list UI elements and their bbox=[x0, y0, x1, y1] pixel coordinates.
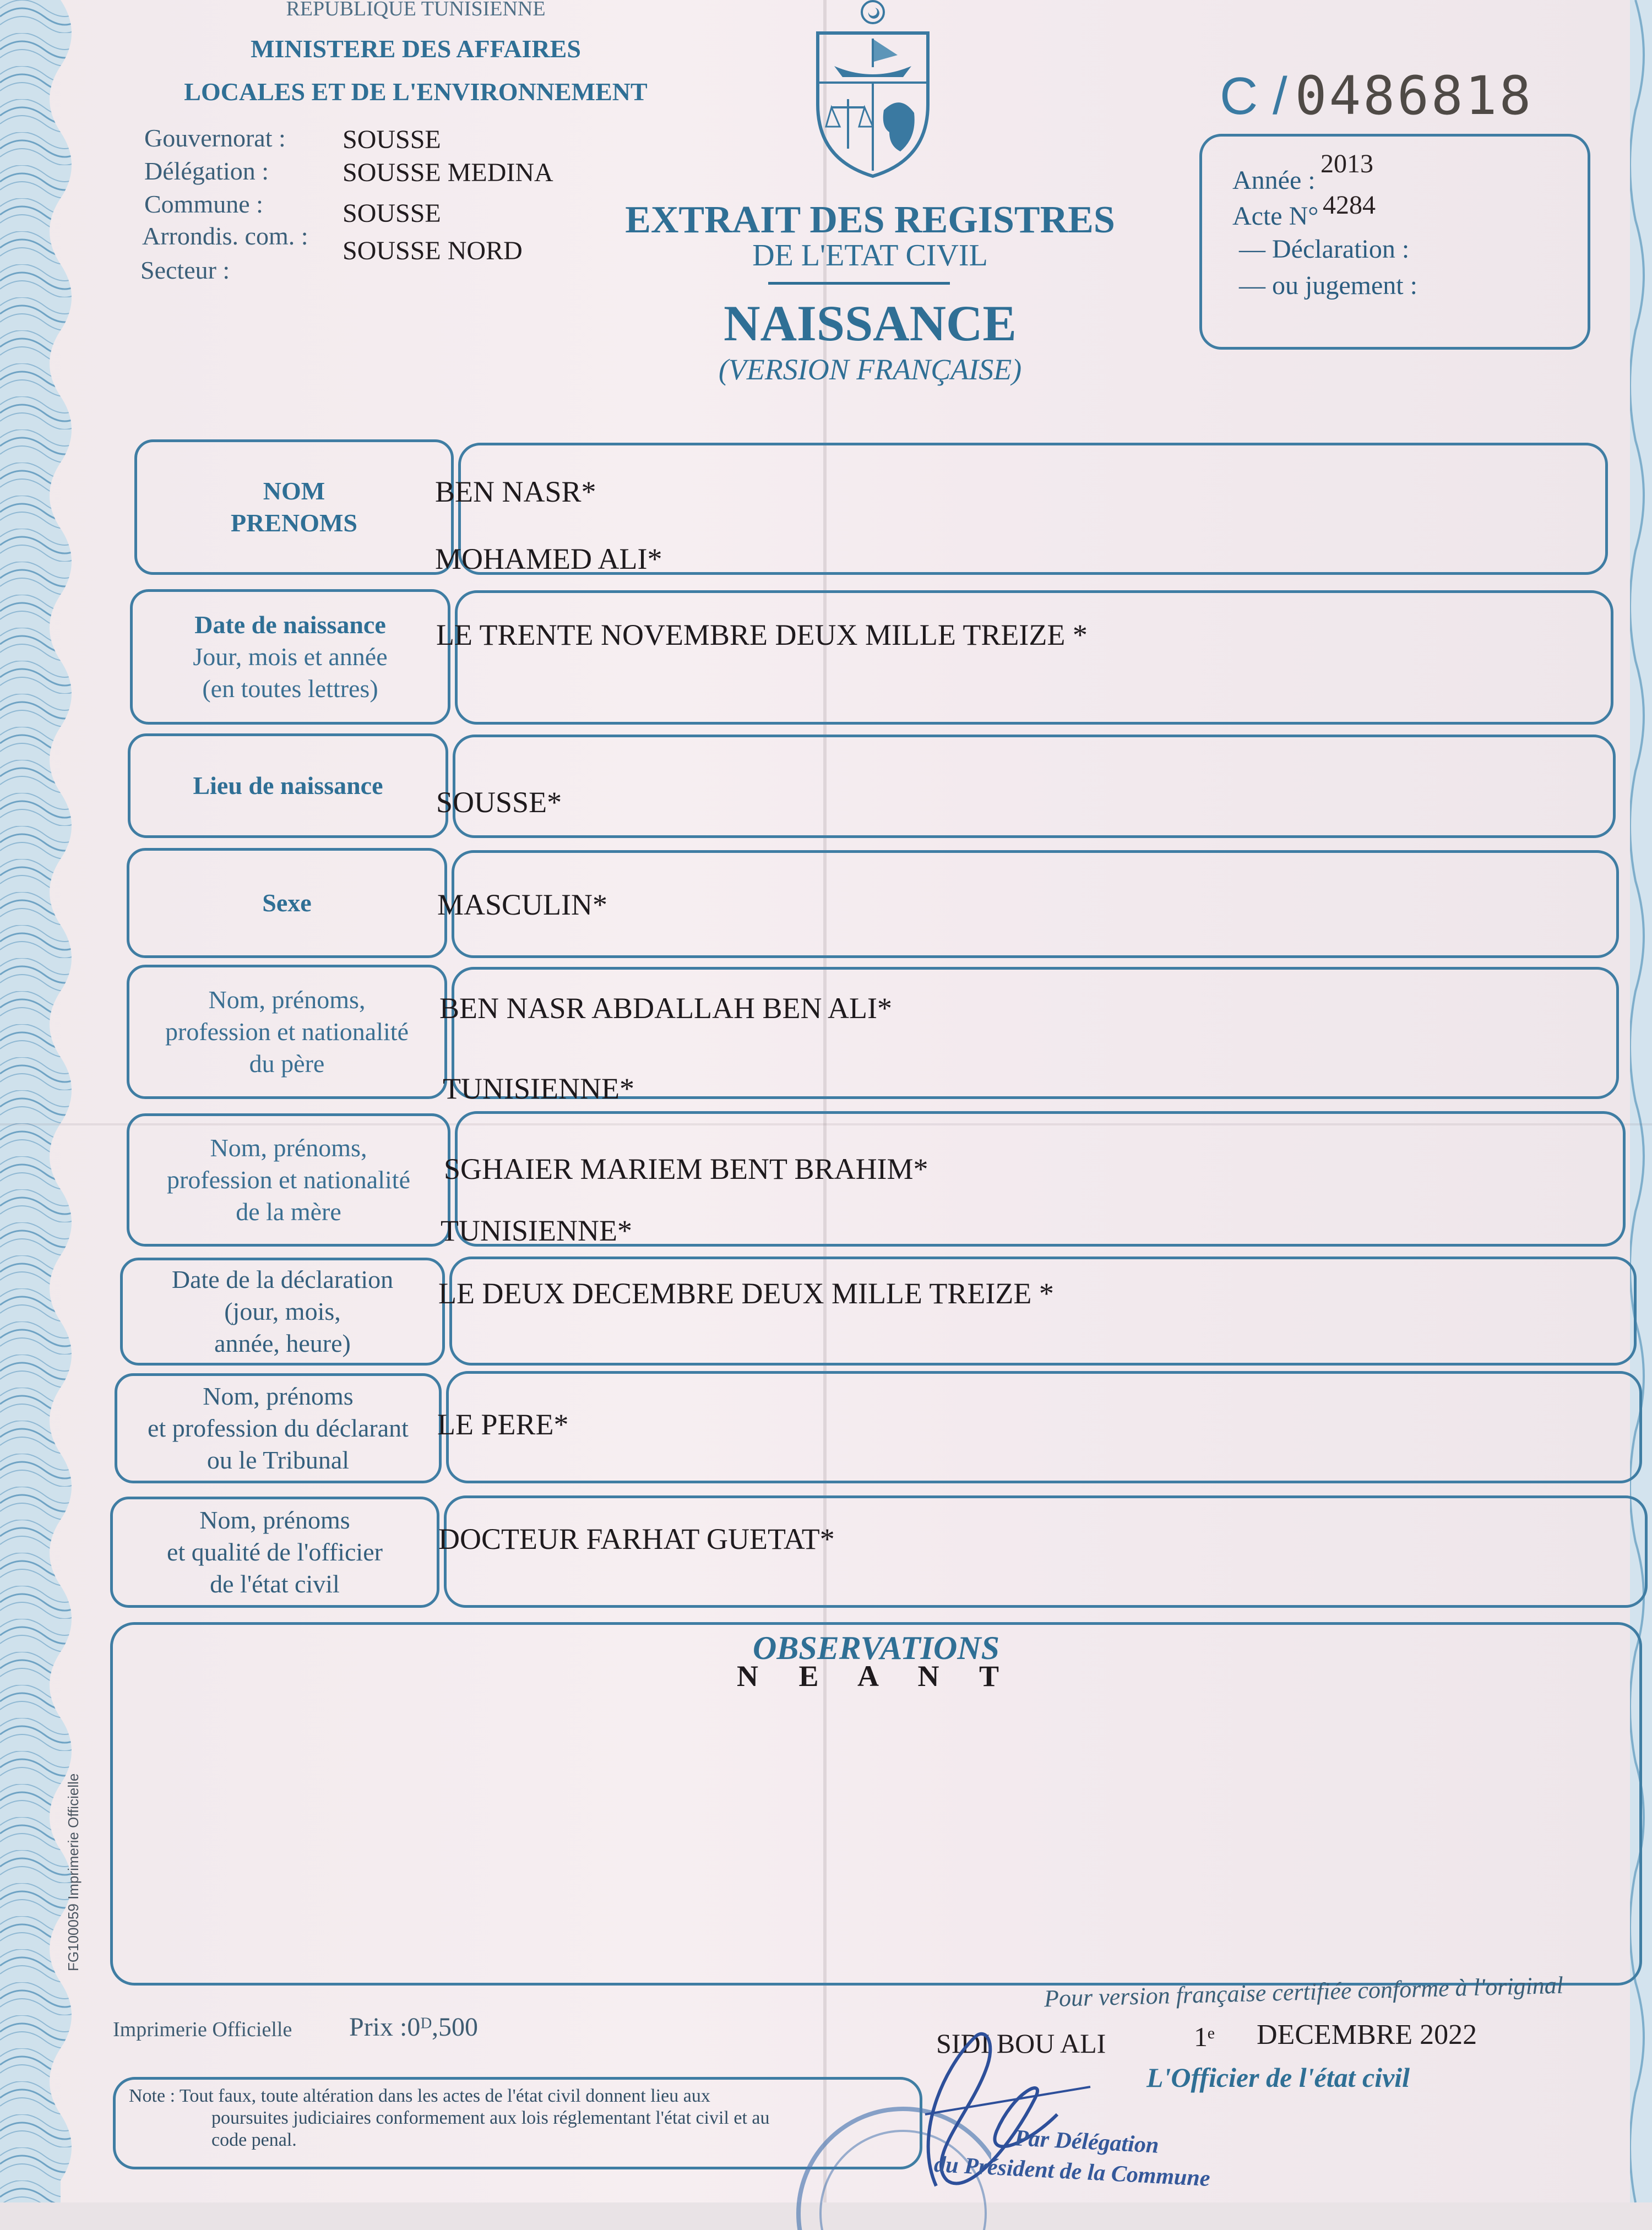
ministry-heading-line2: LOCALES ET DE L'ENVIRONNEMENT bbox=[184, 78, 648, 106]
delegation-label: Délégation : bbox=[144, 157, 269, 185]
date-naissance-value-box bbox=[455, 590, 1613, 725]
note-line-1: Note : Tout faux, toute altération dans les actes de l'état civil donnent lieu aux bbox=[129, 2086, 710, 2106]
arrondissement-label: Arrondis. com. : bbox=[142, 222, 308, 250]
title-version-francaise: (VERSION FRANÇAISE) bbox=[718, 353, 1022, 386]
arrondissement-value: SOUSSE NORD bbox=[343, 236, 523, 265]
title-naissance: NAISSANCE bbox=[724, 295, 1017, 351]
officier-label-box: Nom, prénoms et qualité de l'officier de l'état civil bbox=[110, 1497, 439, 1608]
note-line-2: poursuites judiciaires conformement aux lois réglementant l'état civil et au bbox=[211, 2108, 770, 2128]
certified-conforme-text: Pour version française certifiée conforme à l'original bbox=[1044, 1971, 1564, 2013]
secteur-label: Secteur : bbox=[140, 256, 230, 284]
lieu-naissance-value-box bbox=[453, 735, 1616, 838]
observations-title: OBSERVATIONS bbox=[753, 1630, 999, 1666]
pere-label-box: Nom, prénoms, profession et nationalité du père bbox=[127, 965, 447, 1099]
sexe-value: MASCULIN* bbox=[437, 888, 608, 921]
declarant-value-box bbox=[446, 1371, 1642, 1483]
tunisia-coat-of-arms-emblem bbox=[807, 0, 939, 182]
observations-box bbox=[110, 1622, 1642, 1986]
date-declaration-value-box bbox=[449, 1257, 1637, 1366]
day-text: 1ᵉ bbox=[1194, 2021, 1215, 2052]
mere-nationality-value: TUNISIENNE* bbox=[441, 1214, 632, 1247]
sexe-label-box: Sexe bbox=[127, 848, 447, 958]
ministry-heading-line1: MINISTERE DES AFFAIRES bbox=[251, 35, 581, 63]
commune-label: Commune : bbox=[144, 190, 263, 218]
serial-number: C / 0486818 bbox=[1220, 65, 1534, 127]
lieu-naissance-value: SOUSSE* bbox=[436, 786, 562, 819]
prenoms-value: MOHAMED ALI* bbox=[435, 542, 662, 575]
mere-name-value: SGHAIER MARIEM BENT BRAHIM* bbox=[444, 1152, 928, 1185]
republic-heading: REPUBLIQUE TUNISIENNE bbox=[286, 0, 546, 20]
prix-text: Prix :0ᴰ,500 bbox=[349, 2013, 478, 2042]
gouvernorat-label: Gouvernorat : bbox=[144, 124, 286, 152]
observations-value: N E A N T bbox=[736, 1660, 1016, 1693]
president-commune-text: du Président de la Commune bbox=[933, 2151, 1211, 2192]
mere-label-box: Nom, prénoms, profession et nationalité de la mère bbox=[127, 1113, 450, 1247]
commune-value: SOUSSE bbox=[343, 199, 441, 228]
side-print-code: FG100059 Imprimerie Officielle bbox=[65, 1773, 81, 1971]
sexe-value-box bbox=[452, 850, 1619, 958]
par-delegation-text: Par Délégation bbox=[1013, 2125, 1160, 2158]
acte-number-label: Acte N° bbox=[1232, 202, 1319, 231]
jugement-type-label: — ou jugement : bbox=[1239, 271, 1417, 300]
place-text: SIDI BOU ALI bbox=[936, 2028, 1106, 2059]
nom-value: BEN NASR* bbox=[435, 475, 596, 508]
imprimerie-text: Imprimerie Officielle bbox=[113, 2018, 292, 2041]
pere-nationality-value: TUNISIENNE* bbox=[443, 1072, 634, 1105]
date-declaration-value: LE DEUX DECEMBRE DEUX MILLE TREIZE * bbox=[438, 1277, 1054, 1310]
declarant-label-box: Nom, prénoms et profession du déclarant ou le Tribunal bbox=[115, 1373, 442, 1483]
delegation-value: SOUSSE MEDINA bbox=[343, 158, 553, 187]
month-year-text: DECEMBRE 2022 bbox=[1257, 2019, 1477, 2050]
pere-name-value: BEN NASR ABDALLAH BEN ALI* bbox=[439, 992, 893, 1025]
title-underline bbox=[768, 282, 950, 285]
acte-number-value: 4284 bbox=[1323, 191, 1376, 220]
date-naissance-value: LE TRENTE NOVEMBRE DEUX MILLE TREIZE * bbox=[436, 618, 1088, 651]
annee-value: 2013 bbox=[1320, 149, 1373, 178]
officer-title-text: L'Officier de l'état civil bbox=[1146, 2062, 1410, 2093]
nom-label-box: NOM PRENOMS bbox=[134, 439, 454, 575]
annee-label: Année : bbox=[1232, 166, 1316, 195]
note-line-3: code penal. bbox=[211, 2130, 297, 2150]
declaration-type-label: — Déclaration : bbox=[1239, 235, 1410, 264]
title-etat-civil: DE L'ETAT CIVIL bbox=[752, 238, 988, 273]
lieu-naissance-label-box: Lieu de naissance bbox=[128, 733, 448, 838]
date-naissance-label-box: Date de naissance Jour, mois et année (en toutes lettres) bbox=[130, 589, 450, 725]
date-declaration-label-box: Date de la déclaration (jour, mois, année, heure) bbox=[120, 1258, 445, 1366]
title-extrait: EXTRAIT DES REGISTRES bbox=[625, 199, 1115, 241]
gouvernorat-value: SOUSSE bbox=[343, 125, 441, 154]
officier-value: DOCTEUR FARHAT GUETAT* bbox=[438, 1522, 835, 1555]
declarant-value: LE PERE* bbox=[437, 1408, 569, 1441]
